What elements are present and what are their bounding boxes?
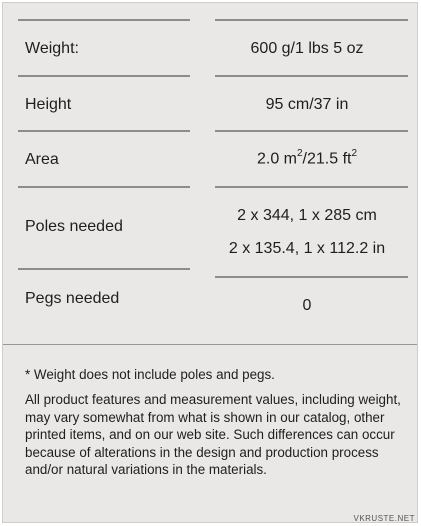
divider (18, 130, 190, 132)
watermark: VKRUSTE.NET (353, 514, 415, 523)
divider (18, 186, 190, 188)
area-metric: 2.0 m (256, 150, 297, 168)
divider (215, 19, 408, 21)
area-imperial-exponent: 2 (351, 148, 358, 159)
disclaimer-text: All product features and measurement values, including weight, may vary somewhat from what is shown in our catalog, other printed items, and on our web site. Such differences can occur because of alterations in the design and production process and/or natural variations in the materials. (25, 392, 401, 477)
poles-needed-label: Poles needed (25, 218, 123, 235)
weight-footnote: * Weight does not include poles and pegs. (25, 367, 275, 382)
area-imperial: /21.5 ft (302, 150, 352, 168)
section-separator (3, 344, 417, 345)
divider (215, 186, 408, 188)
weight-value: 600 g/1 lbs 5 oz (250, 40, 364, 57)
divider (18, 268, 190, 270)
weight-label: Weight: (25, 40, 79, 57)
divider (215, 130, 408, 132)
poles-needed-value-metric: 2 x 344, 1 x 285 cm (237, 207, 377, 224)
area-value (215, 149, 399, 168)
poles-needed-value-imperial: 2 x 135.4, 1 x 112.2 in (228, 240, 386, 257)
pegs-needed-value: 0 (302, 297, 312, 314)
specifications-card (2, 2, 418, 523)
divider (18, 19, 190, 21)
height-value: 95 cm/37 in (265, 96, 349, 113)
pegs-needed-label: Pegs needed (25, 290, 120, 307)
divider (215, 75, 408, 77)
height-label: Height (25, 96, 72, 113)
divider (215, 276, 408, 278)
divider (18, 75, 190, 77)
area-metric-exponent: 2 (296, 148, 303, 159)
area-label: Area (25, 151, 59, 168)
